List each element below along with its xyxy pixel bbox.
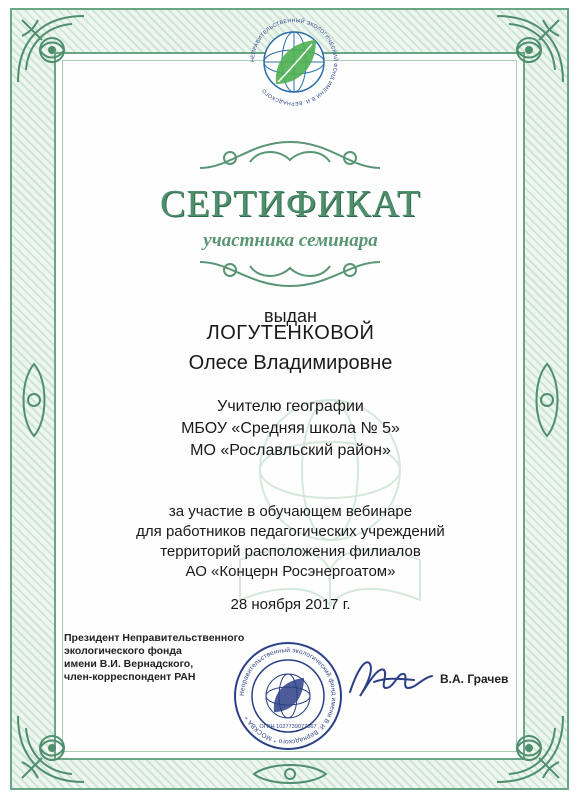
seal-ring-text: Неправительственный экологический фонд имени В.И. Вернадского * МОСКВА * [238,646,338,746]
corner-ornament-icon [491,710,569,788]
corner-ornament-icon [491,10,569,88]
recipient-surname: ЛОГУТЕНКОВОЙ [206,322,375,344]
reason-line: АО «Концерн Росэнергоатом» [185,563,396,580]
recipient-position: Учителю географии [217,398,364,415]
corner-ornament-icon [12,10,90,88]
certificate-title: СЕРТИФИКАТ [160,183,421,225]
fund-logo-icon [246,14,342,110]
bottom-flourish-icon [190,256,390,294]
corner-ornament-icon [12,710,90,788]
signatory-role-line: Президент Неправительственного [64,632,245,644]
issued-label: выдан [264,306,317,326]
recipient-district: МО «Рославльский район» [190,442,391,459]
recipient-school: МБОУ «Средняя школа № 5» [181,420,400,437]
signatory-name: В.А. Грачев [440,672,509,686]
certificate-subtitle: участника семинара [203,230,378,251]
recipient-name: Олесе Владимировне [188,352,393,374]
official-seal-icon [232,640,344,752]
reason-line: территорий расположения филиалов [160,543,421,560]
signatory-role-line: имени В.И. Вернадского, [64,658,194,670]
seal-ogrn: ОГРН 1027739077367 [259,724,317,730]
signatory-role-line: член-корреспондент РАН [64,671,196,683]
signatory-role-line: экологического фонда [64,645,182,657]
bottom-ornament-icon [250,760,330,788]
certificate-date: 28 ноября 2017 г. [230,596,351,613]
reason-line: для работников педагогических учреждений [136,523,445,540]
signature-icon [344,648,436,708]
top-flourish-icon [190,132,390,176]
reason-line: за участие в обучающем вебинаре [168,503,413,520]
logo-ring-text: НЕПРАВИТЕЛЬСТВЕННЫЙ ЭКОЛОГИЧЕСКИЙ ФОНД ИМЕНИ В.И. ВЕРНАДСКОГО [249,17,339,107]
